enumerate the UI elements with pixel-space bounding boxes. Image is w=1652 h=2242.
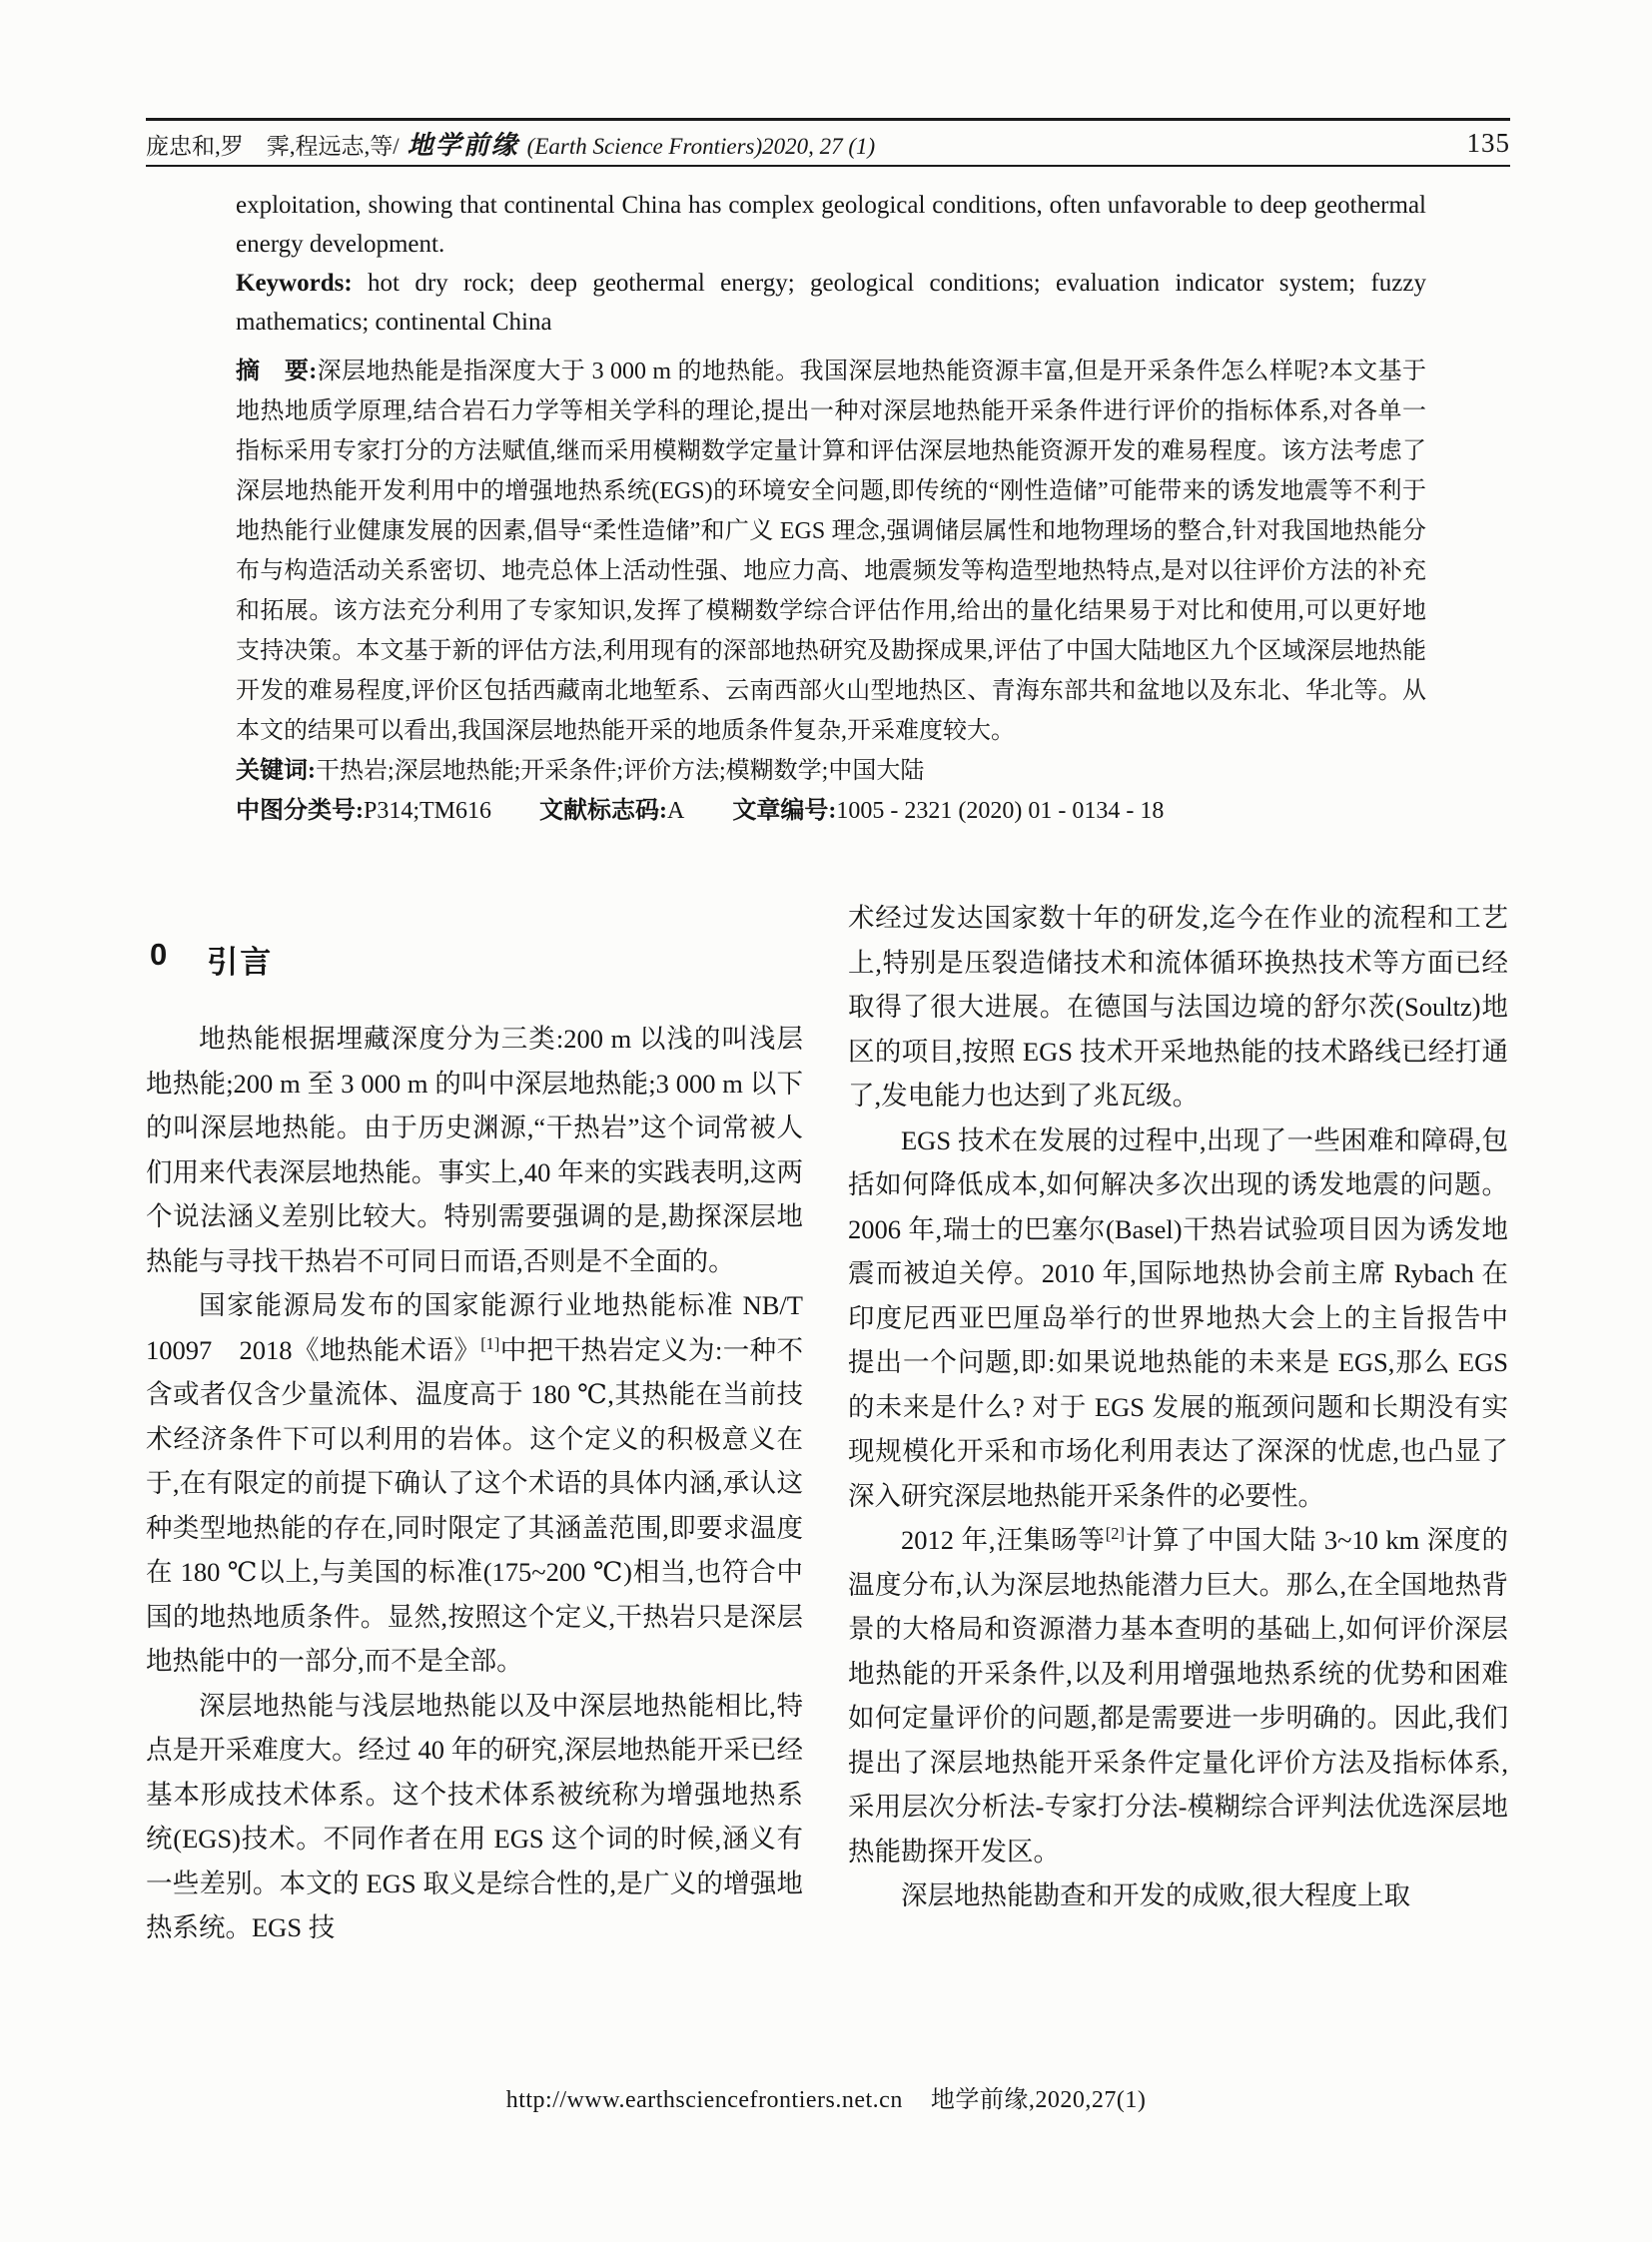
body-paragraph: 术经过发达国家数十年的研发,迄今在作业的流程和工艺上,特别是压裂造储技术和流体循环换热技术等方面已经取得了很大进展。在德国与法国边境的舒尔茨(Soultz)地区的项目,按照 EGS 技术开采地热能的技术路线已经打通了,发电能力也达到了兆瓦级。 (848, 903, 1508, 1111)
english-abstract-continuation: exploitation, showing that continental China has complex geological conditions, often unfavorable to deep geothermal energy development. (236, 192, 1426, 258)
english-abstract (236, 186, 1426, 342)
english-keywords-text: hot dry rock; deep geothermal energy; geological conditions; evaluation indicator system; fuzzy mathematics; continental China (236, 270, 1427, 336)
header-citation (146, 125, 875, 162)
chinese-keywords-line (236, 751, 1426, 791)
article-id-value: 1005 - 2321 (2020) 01 - 0134 - 18 (836, 798, 1165, 824)
abstract-text: 深层地热能是指深度大于 3 000 m 的地热能。我国深层地热能资源丰富,但是开采条件怎么样呢?本文基于地热地质学原理,结合岩石力学等相关学科的理论,提出一种对深层地热能开采条件进行评价的指标体系,对各单一指标采用专家打分的方法赋值,继而采用模糊数学定量计算和评估深层地热能资源开发的难易程度。该方法考虑了深层地热能开发利用中的增强地热系统(EGS)的环境安全问题,即传统的“刚性造储”可能带来的诱发地震等不利于地热能行业健康发展的因素,倡导“柔性造储”和广义 EGS 理念,强调储层属性和地物理场的整合,针对我国地热能分布与构造活动关系密切、地壳总体上活动性强、地应力高、地震频发等构造型地热特点,是对以往评价方法的补充和拓展。该方法充分利用了专家知识,发挥了模糊数学综合评估作用,给出的量化结果易于对比和使用,可以更好地支持决策。本文基于新的评估方法,利用现有的深部地热研究及勘探成果,评估了中国大陆地区九个区域深层地热能开发的难易程度,评价区包括西藏南北地堑系、云南西部火山型地热区、青海东部共和盆地以及东北、华北等。从本文的结果可以看出,我国深层地热能开采的地质条件复杂,开采难度较大。 (236, 359, 1426, 744)
page-header (146, 118, 1510, 167)
body-paragraph: 地热能根据埋藏深度分为三类:200 m 以浅的叫浅层地热能;200 m 至 3 000 m 的叫中深层地热能;3 000 m 以下的叫深层地热能。由于历史渊源,“干热岩”这个词常被人们用来代表深层地热能。事实上,40 年来的实践表明,这两个说法涵义差别比较大。特别需要强调的是,勘探深层地热能与寻找干热岩不可同日而语,否则是不全面的。 (146, 1024, 803, 1276)
english-keywords-label: Keywords: (236, 270, 353, 297)
left-column (146, 1017, 803, 1950)
body-paragraph: 2012 年,汪集旸等[2]计算了中国大陆 3~10 km 深度的温度分布,认为深层地热能潜力巨大。那么,在全国地热背景的大格局和资源潜力基本查明的基础上,如何评价深层地热能的开采条件,以及利用增强地热系统的优势和困难如何定量评价的问题,都是需要进一步明确的。因此,我们提出了深层地热能开采条件定量化评价方法及指标体系,采用层次分析法-专家打分法-模糊综合评判法优选深层地热能勘探开发区。 (848, 1524, 1509, 1867)
page-footer (0, 2079, 1652, 2114)
journal-title-en: (Earth Science Frontiers)2020, 27 (1) (526, 133, 876, 159)
chinese-keywords-text: 干热岩;深层地热能;开采条件;评价方法;模糊数学;中国大陆 (316, 758, 925, 784)
section-number: 0 (150, 937, 170, 972)
page-number: 135 (1466, 127, 1510, 158)
clc-label: 中图分类号: (236, 798, 364, 824)
clc-value: P314;TM616 (364, 798, 492, 824)
body-paragraph: 国家能源局发布的国家能源行业地热能标准 NB/T 10097 2018《地热能术语》[1]中把干热岩定义为:一种不含或者仅含少量流体、温度高于 180 ℃,其热能在当前技术经济条件下可以利用的岩体。这个定义的积极意义在于,在有限定的前提下确认了这个术语的具体内涵,承认这种类型地热能的存在,同时限定了其涵盖范围,即要求温度在 180 ℃以上,与美国的标准(175~200 ℃)相当,也符合中国的地热地质条件。显然,按照这个定义,干热岩只是深层地热能中的一部分,而不是全部。 (146, 1290, 803, 1676)
section-heading (150, 937, 273, 982)
section-title: 引言 (207, 945, 274, 980)
footer-journal-ref: 地学前缘,2020,27(1) (930, 2087, 1147, 2113)
abstract-label: 摘 要: (236, 359, 318, 384)
right-column (848, 896, 1508, 1918)
body-paragraph: 深层地热能勘查和开发的成败,很大程度上取 (901, 1880, 1411, 1910)
authors-text: 庞忠和,罗 霁,程远志,等/ (146, 133, 400, 159)
article-id-label: 文章编号: (732, 798, 837, 824)
article-meta-line (236, 791, 1426, 831)
body-paragraph: EGS 技术在发展的过程中,出现了一些困难和障碍,包括如何降低成本,如何解决多次出现的诱发地震的问题。2006 年,瑞士的巴塞尔(Basel)干热岩试验项目因为诱发地震而被迫关停。2010 年,国际地热协会前主席 Rybach 在印度尼西亚巴厘岛举行的世界地热大会上的主旨报告中提出一个问题,即:如果说地热能的未来是 EGS,那么 EGS 的未来是什么? 对于 EGS 发展的瓶颈问题和长期没有实现规模化开采和市场化利用表达了深深的忧虑,也凸显了深入研究深层地热能开采条件的必要性。 (848, 1124, 1508, 1511)
body-paragraph: 深层地热能与浅层地热能以及中深层地热能相比,特点是开采难度大。经过 40 年的研究,深层地热能开采已经基本形成技术体系。这个技术体系被统称为增强地热系统(EGS)技术。不同作者在用 EGS 这个词的时候,涵义有一些差别。本文的 EGS 取义是综合性的,是广义的增强地热系统。EGS 技 (146, 1690, 803, 1942)
doc-code-label: 文献标志码: (539, 798, 668, 824)
chinese-keywords-label: 关键词: (236, 758, 316, 784)
abstract-paragraph (236, 352, 1426, 751)
english-keywords-line (236, 264, 1426, 342)
footer-url: http://www.earthsciencefrontiers.net.cn (505, 2087, 903, 2113)
journal-title-cn: 地学前缘 (407, 130, 519, 160)
doc-code-value: A (667, 798, 685, 824)
chinese-abstract (236, 352, 1426, 831)
